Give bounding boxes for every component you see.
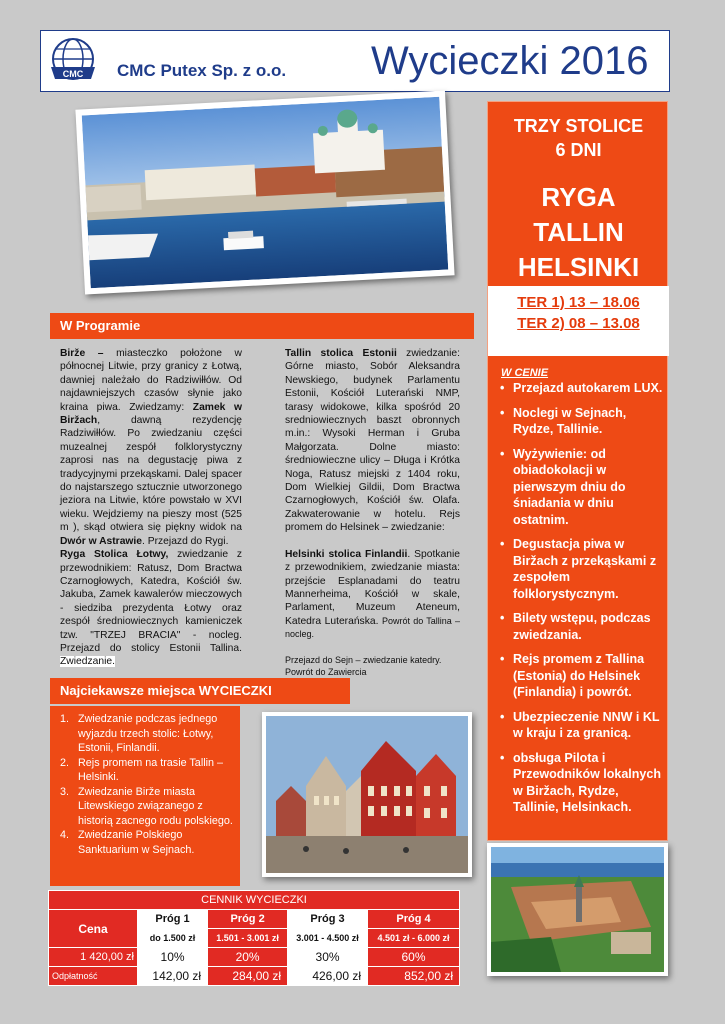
prog-range: 4.501 zł - 6.000 zł xyxy=(368,929,460,948)
helsinki-label: Helsinki stolica Finlandii xyxy=(285,548,408,560)
helsinki-text: . Spotkanie z przewodnikiem, zwiedzanie miasta: przejście Esplanadami do teatru Mannerheima, Kościół w skale, Parlament, Muzeum Ateneum, Katedra Luterańska. xyxy=(285,548,460,627)
list-item: • Wyżywienie: od obiadokolacji w pierwszym dniu do śniadania w dniu ostatnim. xyxy=(498,446,663,529)
table-row xyxy=(49,910,460,929)
list-item: • Rejs promem z Tallina (Estonia) do Helsinek (Finlandia) i powrót. xyxy=(498,651,663,701)
list-item: 1. Zwiedzanie podczas jednego wyjazdu trzech stolic: Łotwy, Estonii, Finlandii. xyxy=(60,713,218,754)
program-tallin-paragraph xyxy=(285,347,460,535)
trip-subtitle-line1: TRZY STOLICE xyxy=(513,116,644,136)
percent-cell: 60% xyxy=(368,948,460,967)
helsinki-small: Powrót do Tallina – nocleg. xyxy=(285,615,460,640)
attraction-text: Rejs promem na trasie Tallin – Helsinki. xyxy=(78,756,224,783)
return-line2: Powrót do Zawiercia xyxy=(285,666,367,677)
list-item: 3. Zwiedzanie Birže miasta Litewskiego związanego z historią zacnego rodu polskiego. xyxy=(60,785,233,827)
list-item: • Ubezpieczenie NNW i KL w kraju i za granicą. xyxy=(498,709,663,742)
percent-cell: 10% xyxy=(138,948,208,967)
prog-range: 1.501 - 3.001 zł xyxy=(208,929,288,948)
attractions-box xyxy=(50,706,240,886)
tallinn-image xyxy=(491,847,664,972)
refund-cell: 142,00 zł xyxy=(138,967,208,986)
program-heading: W Programie xyxy=(60,318,141,333)
w-cenie-list xyxy=(498,380,663,824)
trip-date-2: TER 2) 08 – 13.08 xyxy=(517,315,640,332)
cena-label: Cena xyxy=(49,910,138,948)
riga-image xyxy=(266,716,468,873)
attractions-heading: Najciekawsze miejsca WYCIECZKI xyxy=(60,683,272,698)
logo-text: CMC xyxy=(62,69,84,79)
table-row xyxy=(49,891,460,910)
birze-text3: . Przejazd do Rygi. xyxy=(142,535,229,547)
dwor-label: Dwór w Astrawie xyxy=(60,535,143,547)
base-price: 1 420,00 zł xyxy=(49,948,138,967)
w-cenie-heading: W CENIE xyxy=(501,367,549,379)
program-header xyxy=(50,313,474,339)
list-item: • Noclegi w Sejnach, Rydze, Tallinie. xyxy=(498,405,663,438)
list-item: 4. Zwiedzanie Polskiego Sanktuarium w Sejnach. xyxy=(60,829,195,856)
list-item: 2. Rejs promem na trasie Tallin – Helsinki. xyxy=(60,756,224,783)
percent-cell: 20% xyxy=(208,948,288,967)
program-right-column xyxy=(285,347,460,678)
prog-header: Próg 3 xyxy=(288,910,368,929)
return-line1: Przejazd do Sejn – zwiedzanie katedry. xyxy=(285,654,442,665)
refund-cell: 852,00 zł xyxy=(368,967,460,986)
tallinn-photo xyxy=(487,843,668,976)
prog-header: Próg 1 xyxy=(138,910,208,929)
list-item: • Bilety wstępu, podczas zwiedzania. xyxy=(498,610,663,643)
refund-label: Odpłatność xyxy=(49,967,138,986)
percent-cell: 30% xyxy=(288,948,368,967)
price-table xyxy=(48,890,460,986)
refund-cell: 426,00 zł xyxy=(288,967,368,986)
table-row xyxy=(49,967,460,986)
list-item: • Degustacja piwa w Biržach z przekąskami z zespołem folklorystycznym. xyxy=(498,536,663,602)
trip-cities xyxy=(488,180,669,285)
attractions-header xyxy=(50,678,350,704)
zamek-label: Zamek w Biržach xyxy=(60,401,243,427)
page-title: Wycieczki 2016 xyxy=(371,39,649,83)
ryga-text: zwiedzanie z przewodnikiem: Ratusz, Dom Bractwa Czarnogłowych, Katedra, Kościół św. Jakuba, Zamek kawalerów mieczowych - siedziba prezydenta Łotwy oraz zespół średniowiecznych kamieniczek tzw. "TRZEJ BRACIA" - nocleg. Przejazd do stolicy Estonii Tallina. xyxy=(60,549,242,654)
list-item: • Przejazd autokarem LUX. xyxy=(498,380,663,397)
ryga-end: Zwiedzanie. xyxy=(60,656,115,668)
prog-range: 3.001 - 4.500 zł xyxy=(288,929,368,948)
city-tallin: TALLIN xyxy=(533,217,624,247)
trip-subtitle xyxy=(488,114,669,162)
cmc-logo-icon xyxy=(47,35,99,87)
trip-date-1: TER 1) 13 – 18.06 xyxy=(517,294,640,311)
helsinki-photo xyxy=(75,90,454,294)
attraction-text: Zwiedzanie podczas jednego wyjazdu trzech stolic: Łotwy, Estonii, Finlandii. xyxy=(78,713,218,754)
table-row xyxy=(49,948,460,967)
program-left-column xyxy=(60,347,242,669)
helsinki-image xyxy=(82,97,449,288)
ryga-label: Ryga Stolica Łotwy, xyxy=(60,549,169,561)
attraction-text: Zwiedzanie Polskiego Sanktuarium w Sejnach. xyxy=(78,829,195,856)
city-ryga: RYGA xyxy=(541,182,616,212)
attraction-text: Zwiedzanie Birže miasta Litewskiego związanego z historią zacnego rodu polskiego. xyxy=(78,785,233,827)
prog-range: do 1.500 zł xyxy=(138,929,208,948)
tallin-text2: , Kościół św. Olafa. Zakwaterowanie w hotelu. Rejs promem do Helsinek – zwiedzanie: xyxy=(285,495,460,534)
trip-subtitle-line2: 6 DNI xyxy=(555,140,602,160)
program-ryga-paragraph xyxy=(60,548,242,669)
program-birze-paragraph xyxy=(60,347,242,548)
riga-photo xyxy=(262,712,472,877)
prog-header: Próg 2 xyxy=(208,910,288,929)
program-return xyxy=(285,654,460,678)
list-item: • obsługa Pilota i Przewodników lokalnych w Biržach, Rydze, Tallinie, Helsinkach. xyxy=(498,750,663,816)
trip-dates-box xyxy=(488,286,669,356)
company-name: CMC Putex Sp. z o.o. xyxy=(117,61,287,80)
header-bar xyxy=(40,30,670,92)
tallin-label: Tallin stolica Estonii xyxy=(285,348,397,359)
trip-info-panel xyxy=(487,101,668,841)
city-helsinki: HELSINKI xyxy=(517,252,640,282)
tallin-text: zwiedzanie: Górne miasto, Sobór Aleksandra Newskiego, budynek Parlamentu Estonii, Kościół Luterański NMP, tarasy widokowe, kilka spośród 20 sredniowiecznych baszt obronnych m.in.: Wysoki Herman i Gruba Małgorzata. Dolne miasto: średniowieczne ulicy – Długa i Krótka Noga, Ratusz miejski z 1404 roku, Dom Wielkiej Gildii, Dom Bractwa Czarnogłowych xyxy=(285,348,460,507)
birze-text: miasteczko położone w północnej Litwie, przy granicy z Łotwą, dawniej należało do Radziwiłłów. Od najdawniejszych czasów słynie jako kraina piwa. Zwiedzamy: xyxy=(60,348,242,413)
price-table-title: CENNIK WYCIECZKI xyxy=(49,891,460,910)
birze-text2: , dawną rezydencję Radziwiłłów. Po zwiedzaniu części muzealnej zespół folklorystyczny zaprosi nas na degustację piwa z tradycyjnymi przekąskami. Dalej spacer do najstarszego sztucznie utworzonego jeziora na Litwie, które powstało w XVI wieku. Wejdziemy na pieszy most (525 m ), skąd otwiera się piękny widok na xyxy=(60,415,242,534)
program-helsinki-paragraph xyxy=(285,548,460,642)
birze-label: Birže – xyxy=(60,348,104,359)
attractions-list xyxy=(60,712,236,857)
refund-cell: 284,00 zł xyxy=(208,967,288,986)
prog-header: Próg 4 xyxy=(368,910,460,929)
